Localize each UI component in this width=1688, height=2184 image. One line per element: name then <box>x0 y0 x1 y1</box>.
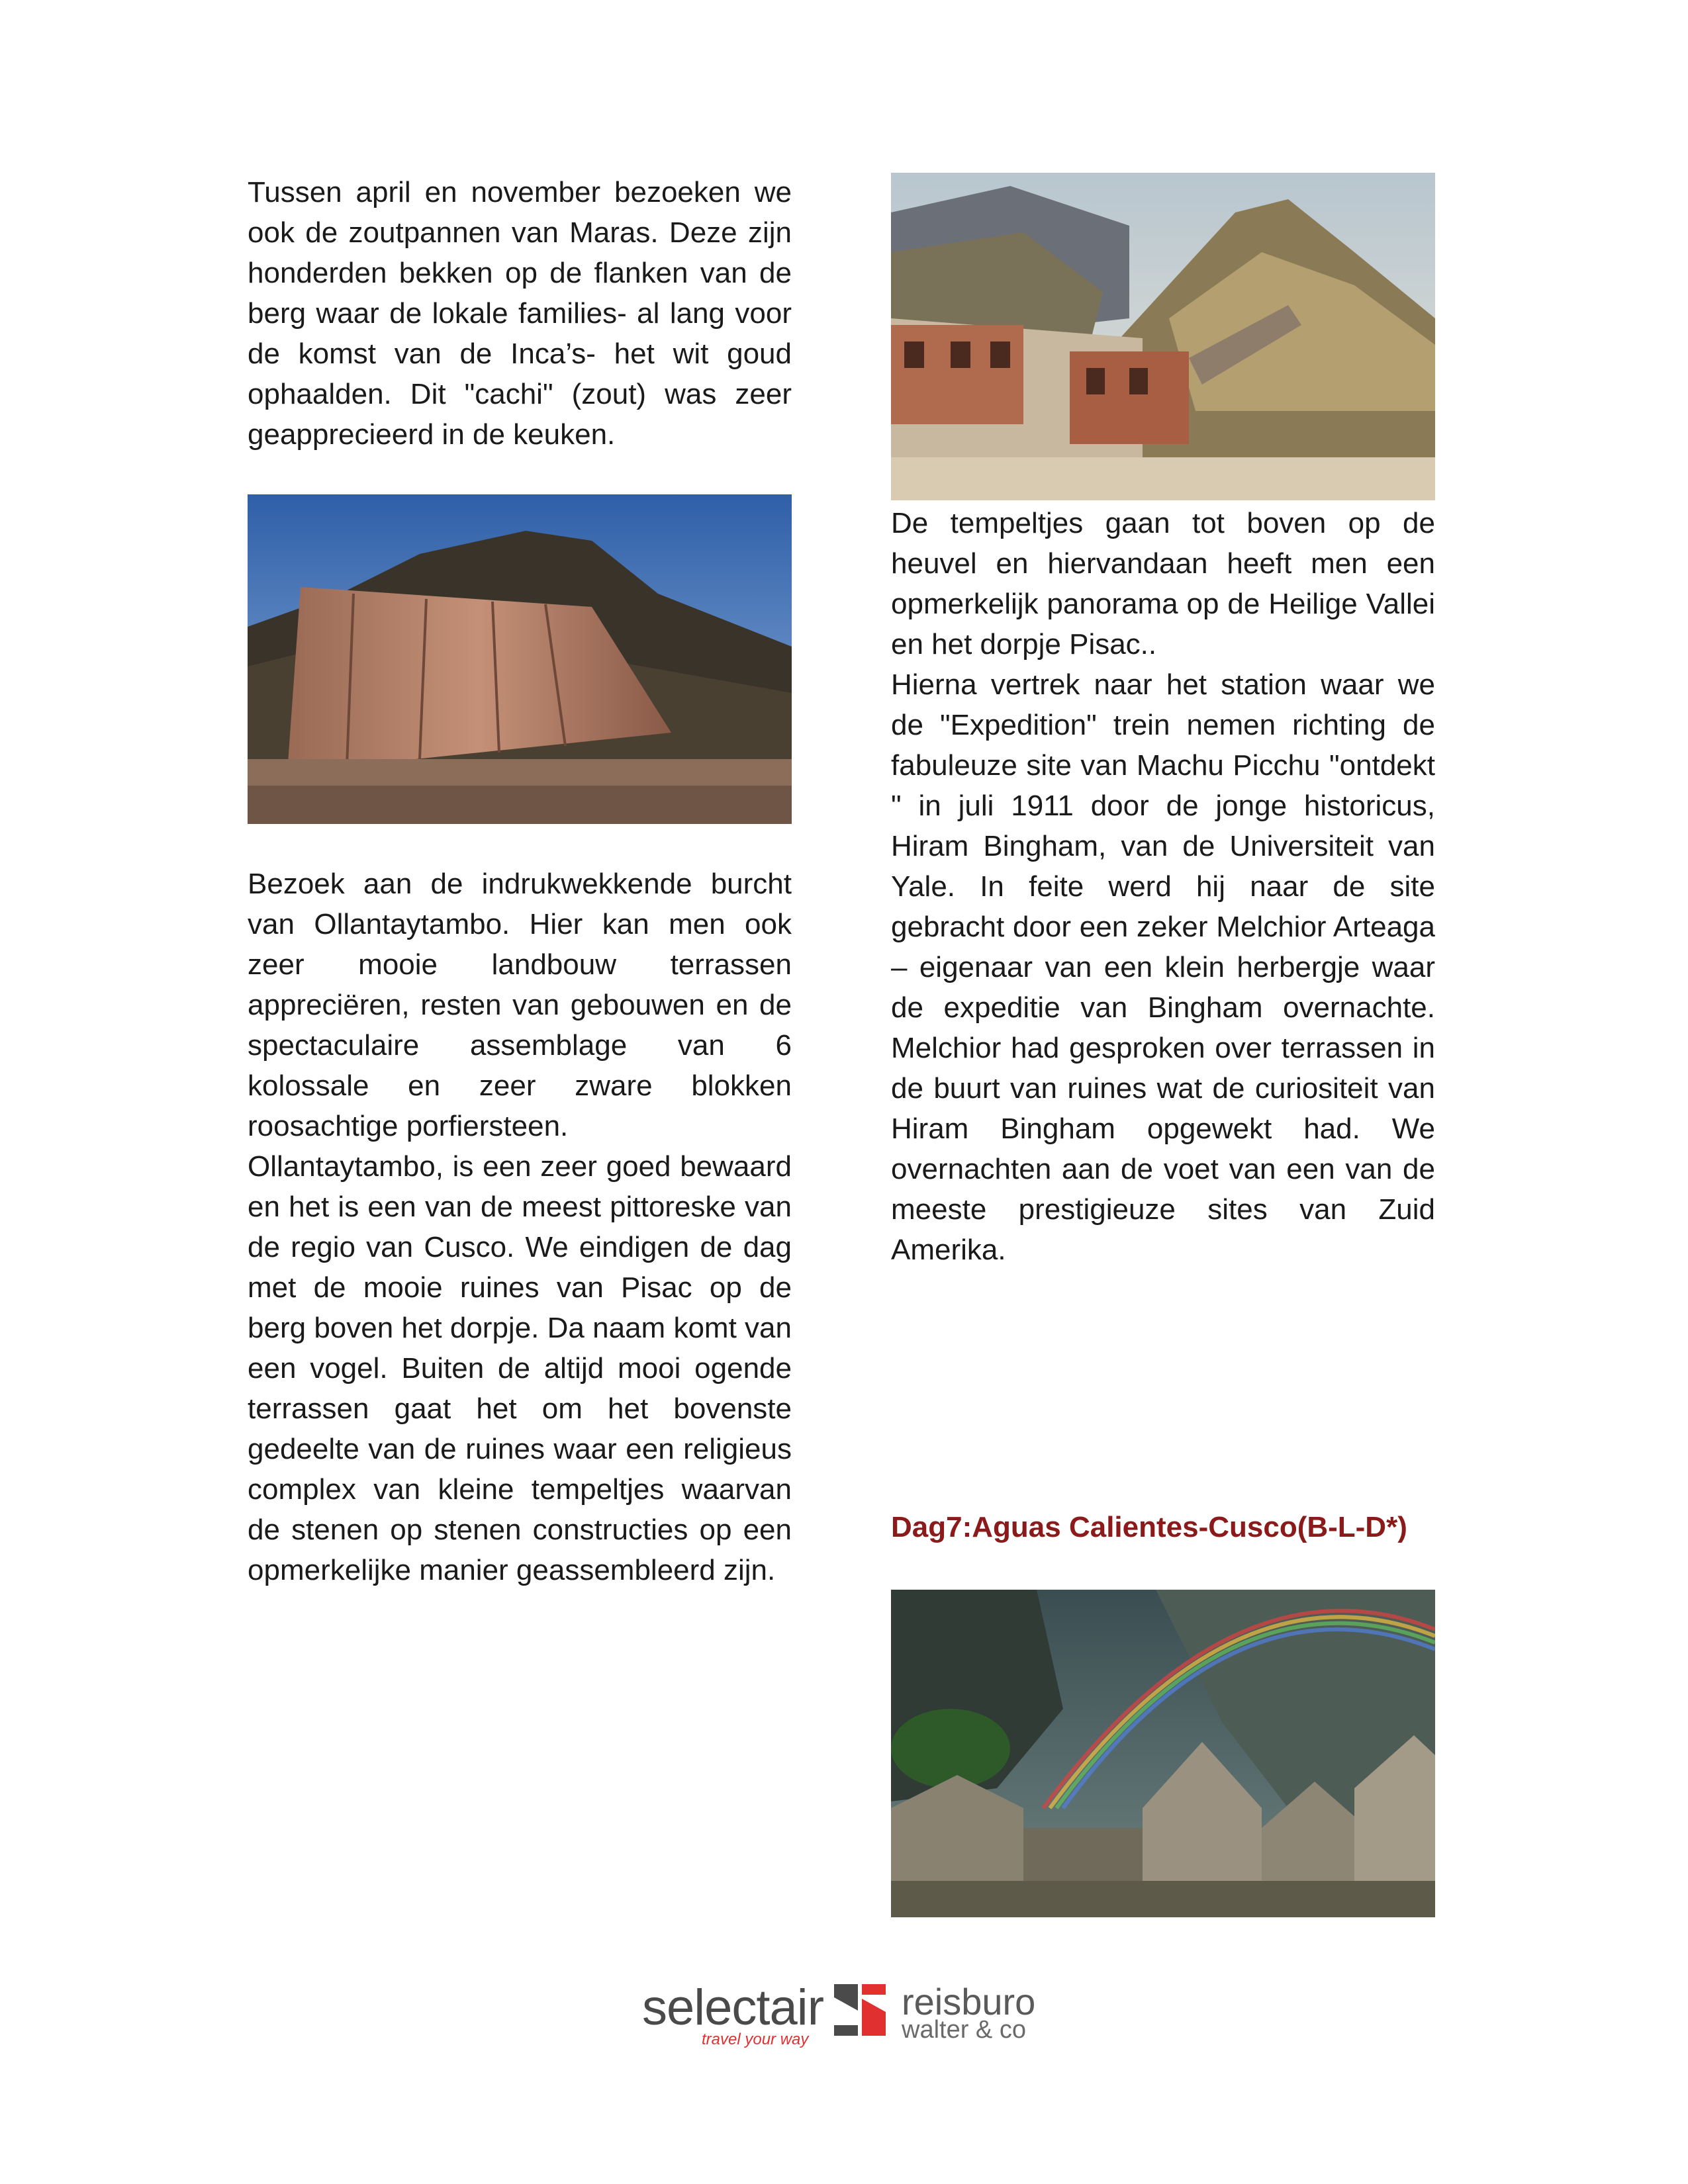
day-7-heading: Dag7:Aguas Calientes-Cusco(B-L-D*) <box>891 1511 1407 1543</box>
paragraph-temples-panorama: De tempeltjes gaan tot boven op de heuvel en hiervandaan heeft men een opmerkelijk panorama op de Heilige Vallei en het dorpje Pisac.. <box>891 507 1435 660</box>
photo-pisac-ruins <box>891 173 1435 500</box>
paragraph-machu-picchu: Hierna vertrek naar het station waar we de "Expedition" trein nemen richting de fabuleuze site van Machu Picchu "ontdekt " in juli 1911 door de jonge historicus, Hiram Bingham, van de Universiteit van Yale. In feite werd hij naar de site gebracht door een zeker Melchior Arteaga – eigenaar van een klein herbergje waar de expeditie van Bingham overnachte. Melchior had gesproken over terrassen in de buurt van ruines wat de curiositeit van Hiram Bingham opgewekt had. We overnachten aan de voet van een van de meeste prestigieuze sites van Zuid Amerika. <box>891 668 1435 1266</box>
paragraph-pisac: Ollantaytambo, is een zeer goed bewaard en het is een van de meest pittoreske van de regio van Cusco. We eindigen de dag met de mooie ruines van Pisac op de berg boven het dorpje. Da naam komt van een vogel. Buiten de altijd mooi ogende terrassen gaat het om het bovenste gedeelte van de ruines waar een religieus complex van kleine tempeltjes waarvan de stenen op stenen constructies op een opmerkelijke manier geassembleerd zijn. <box>248 1150 792 1586</box>
selectair-s-mark-icon <box>831 1981 888 2038</box>
photo-machu-picchu-rainbow <box>891 1590 1435 1917</box>
logo-selectair-wordmark: selectair <box>642 1979 823 2036</box>
paragraph-ollantaytambo-visit: Bezoek aan de indrukwekkende burcht van Ollantaytambo. Hier kan men ook zeer mooie landbouw terrassen appreciëren, resten van gebouwen en de spectaculaire assemblage van 6 kolossale en zeer zware blokken roosachtige porfiersteen. <box>248 868 792 1142</box>
right-column-text <box>891 503 1435 1270</box>
logo-walter-co: walter & co <box>902 2016 1026 2044</box>
footer-logo <box>642 1979 1053 2052</box>
paragraph-maras: Tussen april en november bezoeken we ook de zoutpannen van Maras. Deze zijn honderden bekken op de flanken van de berg waar de lokale families- al lang voor de komst van de Inca’s- het wit goud ophaalden. Dit "cachi" (zout) was zeer geapprecieerd in de keuken. <box>248 176 792 451</box>
photo-ollantaytambo-wall <box>248 494 792 824</box>
left-column-intro <box>248 172 792 455</box>
logo-tagline: travel your way <box>702 2030 809 2048</box>
left-column-ollantaytambo <box>248 864 792 1590</box>
logo-reisburo: reisburo <box>902 1981 1036 2023</box>
